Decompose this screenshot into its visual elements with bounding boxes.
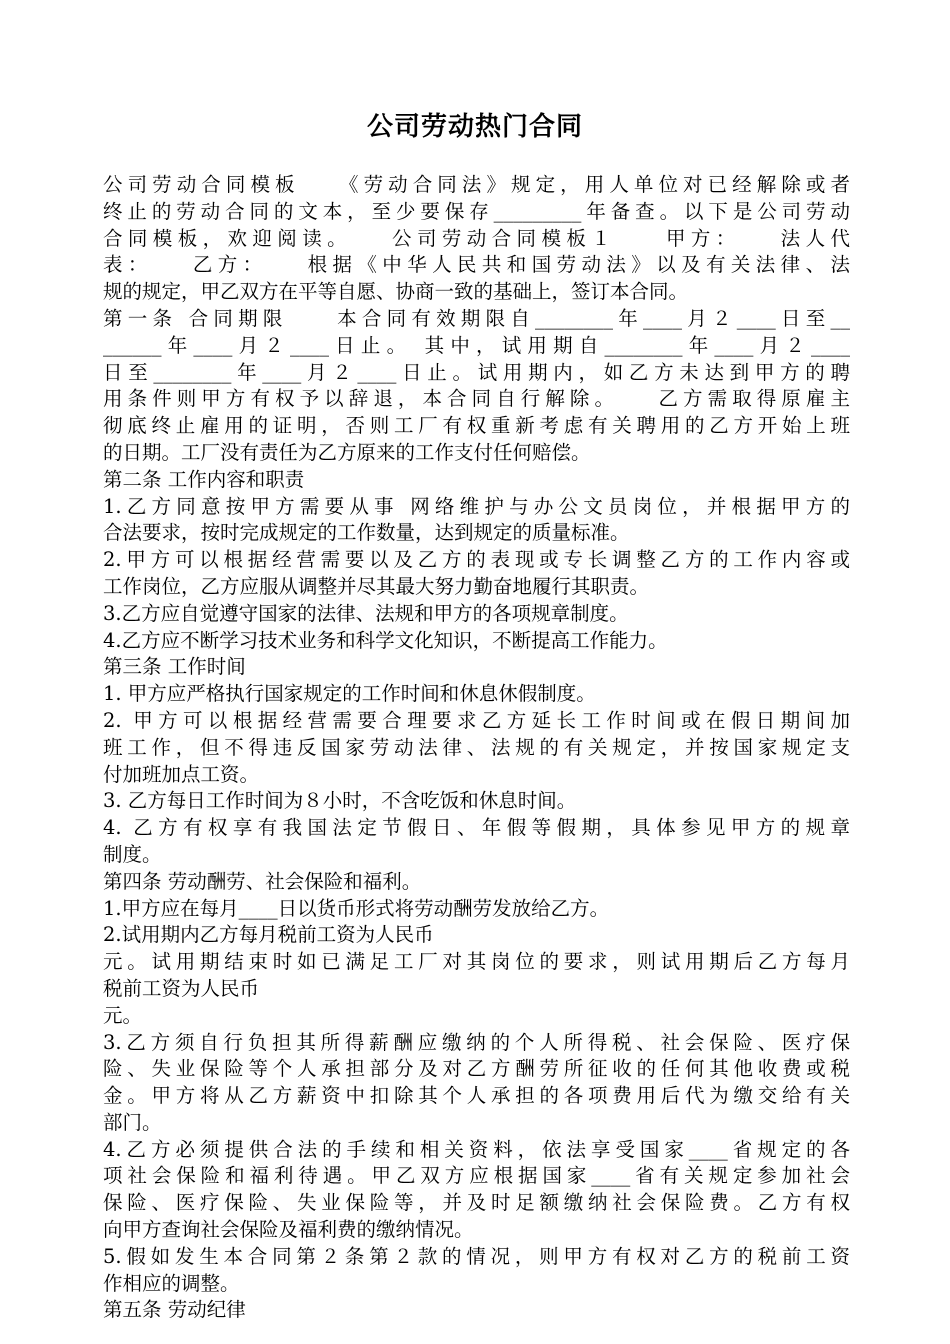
document-text-line: 第五条 劳动纪律	[103, 1298, 246, 1322]
document-text-line: 工作岗位，乙方应服从调整并尽其最大努力勤奋地履行其职责。	[103, 574, 650, 598]
document-text-line: 2.甲方可以根据经营需要以及乙方的表现或专长调整乙方的工作内容或	[103, 548, 850, 572]
document-text-line: 1.乙方同意按甲方需要从事 网络维护与办公文员岗位，并根据甲方的	[103, 494, 850, 518]
document-text-line: 终止的劳动合同的文本，至少要保存_________年备查。以下是公司劳动	[103, 199, 850, 223]
document-text-line: 第二条 工作内容和职责	[103, 467, 305, 491]
document-text-line: 合同模板，欢迎阅读。 公司劳动合同模板１ 甲方： 法人代	[103, 226, 850, 250]
document-text-line: 2.试用期内乙方每月税前工资为人民币	[103, 923, 434, 947]
document-text-line: 彻底终止雇用的证明，否则工厂有权重新考虑有关聘用的乙方开始上班	[103, 414, 850, 438]
document-text-line: 金。甲方将从乙方薪资中扣除其个人承担的各项费用后代为缴交给有关	[103, 1084, 850, 1108]
document-text-line: 1. 甲方应严格执行国家规定的工作时间和休息休假制度。	[103, 682, 596, 706]
document-text-line: 向甲方查询社会保险及福利费的缴纳情况。	[103, 1218, 474, 1242]
document-title: 公司劳动热门合同	[366, 112, 583, 142]
document-text-line: 第三条 工作时间	[103, 655, 246, 679]
document-text-line: 2. 甲方可以根据经营需要合理要求乙方延长工作时间或在假日期间加	[103, 708, 850, 732]
document-text-line: 项社会保险和福利待遇。甲乙双方应根据国家____省有关规定参加社会	[103, 1164, 850, 1188]
document-text-line: 合法要求，按时完成规定的工作数量，达到规定的质量标准。	[103, 521, 630, 545]
document-text-line: 班工作，但不得违反国家劳动法律、法规的有关规定，并按国家规定支	[103, 735, 850, 759]
document-text-line: 制度。	[103, 842, 162, 866]
document-text-line: 的日期。工厂没有责任为乙方原来的工作支付任何赔偿。	[103, 440, 591, 464]
document-text-line: 公司劳动合同模板 《劳动合同法》规定，用人单位对已经解除或者	[103, 173, 850, 196]
document-text-line: 3.乙方应自觉遵守国家的法律、法规和甲方的各项规章制度。	[103, 601, 629, 625]
document-text-line: 付加班加点工资。	[103, 762, 260, 786]
document-text-line: 元。试用期结束时如已满足工厂对其岗位的要求，则试用期后乙方每月	[103, 950, 850, 974]
document-text-line: 3.乙方须自行负担其所得薪酬应缴纳的个人所得税、社会保险、医疗保	[103, 1030, 850, 1054]
document-text-line: 保险、医疗保险、失业保险等，并及时足额缴纳社会保险费。乙方有权	[103, 1191, 850, 1215]
document-text-line: 部门。	[103, 1110, 162, 1134]
document-text-line: 5.假如发生本合同第２条第２款的情况，则甲方有权对乙方的税前工资	[103, 1244, 850, 1268]
document-text-line: 表： 乙方： 根据《中华人民共和国劳动法》以及有关法律、法	[103, 253, 850, 277]
document-text-line: 第四条 劳动酬劳、社会保险和福利。	[103, 869, 422, 893]
document-text-line: 日至________年____月２____日止。试用期内，如乙方未达到甲方的聘	[103, 360, 850, 384]
document-text-line: 用条件则甲方有权予以辞退，本合同自行解除。 乙方需取得原雇主	[103, 387, 850, 411]
document-text-line: 3. 乙方每日工作时间为８小时，不含吃饭和休息时间。	[103, 789, 577, 813]
document-text-line: 元。	[103, 1003, 143, 1027]
document-text-line: 规的规定，甲乙双方在平等自愿、协商一致的基础上，签订本合同。	[103, 280, 689, 304]
document-text-line: 4.乙方应不断学习技术业务和科学文化知识，不断提高工作能力。	[103, 628, 668, 652]
document-text-line: 4.乙方必须提供合法的手续和相关资料，依法享受国家____省规定的各	[103, 1137, 850, 1161]
document-text-line: 1.甲方应在每月____日以货币形式将劳动酬劳发放给乙方。	[103, 896, 610, 920]
document-text-line: 作相应的调整。	[103, 1271, 240, 1295]
document-text-line: 第一条 合同期限 本合同有效期限自________年____月２____日至__	[103, 306, 850, 330]
document-body	[103, 172, 850, 1324]
document-text-line: ______年____月２____日止。 其中，试用期自________年____月２____	[103, 333, 850, 357]
document-text-line: 险、失业保险等个人承担部分及对乙方酬劳所征收的任何其他收费或税	[103, 1057, 850, 1081]
document-text-line: 4. 乙方有权享有我国法定节假日、年假等假期，具体参见甲方的规章	[103, 816, 850, 840]
document-text-line: 税前工资为人民币	[103, 976, 260, 1000]
